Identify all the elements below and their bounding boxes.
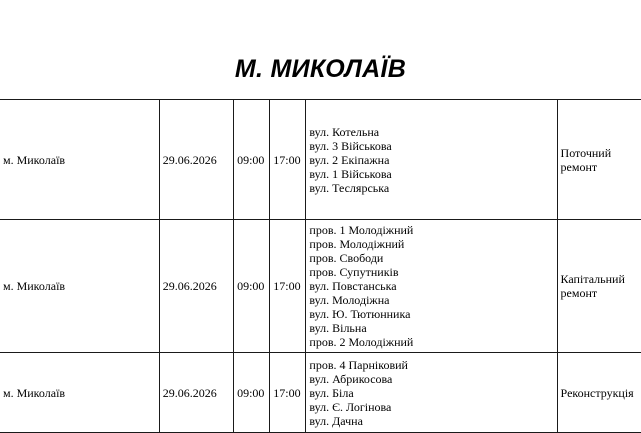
street-item: пров. Супутників <box>309 265 399 279</box>
table-row <box>0 220 641 353</box>
date-cell: 29.06.2026 <box>159 220 233 353</box>
table-row <box>0 100 641 220</box>
end-time-cell: 17:00 <box>270 220 306 353</box>
street-item: вул. Повстанська <box>309 279 397 293</box>
work-type-cell <box>557 220 641 353</box>
work-type-label: Капітальний ремонт <box>560 272 625 300</box>
table-row <box>0 353 641 433</box>
work-type-label: Реконструкція <box>560 385 634 400</box>
street-item: вул. 2 Екіпажна <box>309 152 390 167</box>
city-cell: м. Миколаїв <box>0 220 159 353</box>
outage-schedule-table <box>0 99 641 433</box>
streets-cell <box>306 353 557 433</box>
start-time-cell: 09:00 <box>234 220 270 353</box>
work-type-label: Поточний ремонт <box>560 145 612 174</box>
street-item: пров. Свободи <box>309 251 384 265</box>
street-item: вул. Котельна <box>309 124 380 139</box>
end-time-cell: 17:00 <box>270 353 306 433</box>
end-time-cell: 17:00 <box>270 100 306 220</box>
date-cell: 29.06.2026 <box>159 100 233 220</box>
page-title: М. МИКОЛАЇВ <box>234 55 407 83</box>
street-item: пров. 2 Молодіжний <box>309 335 414 349</box>
street-item: вул. Біла <box>309 385 354 400</box>
city-cell: м. Миколаїв <box>0 100 159 220</box>
street-item: пров. Молодіжний <box>309 237 405 251</box>
street-item: вул. Є. Логінова <box>309 399 392 414</box>
start-time-cell: 09:00 <box>234 353 270 433</box>
city-cell: м. Миколаїв <box>0 353 159 433</box>
street-item: вул. 1 Військова <box>309 166 392 181</box>
work-type-cell <box>557 100 641 220</box>
street-item: вул. 3 Військова <box>309 138 392 153</box>
start-time-cell: 09:00 <box>234 100 270 220</box>
street-item: вул. Теслярська <box>309 180 390 195</box>
street-item: вул. Абрикосова <box>309 371 393 386</box>
date-cell: 29.06.2026 <box>159 353 233 433</box>
streets-cell <box>306 220 557 353</box>
street-item: пров. 4 Парніковий <box>309 357 408 372</box>
street-item: вул. Ю. Тютюнника <box>309 307 411 321</box>
street-item: вул. Молодіжна <box>309 293 390 307</box>
work-type-cell <box>557 353 641 433</box>
street-item: вул. Дачна <box>309 413 363 428</box>
street-item: пров. 1 Молодіжний <box>309 223 414 237</box>
streets-cell <box>306 100 557 220</box>
street-item: вул. Вільна <box>309 321 367 335</box>
